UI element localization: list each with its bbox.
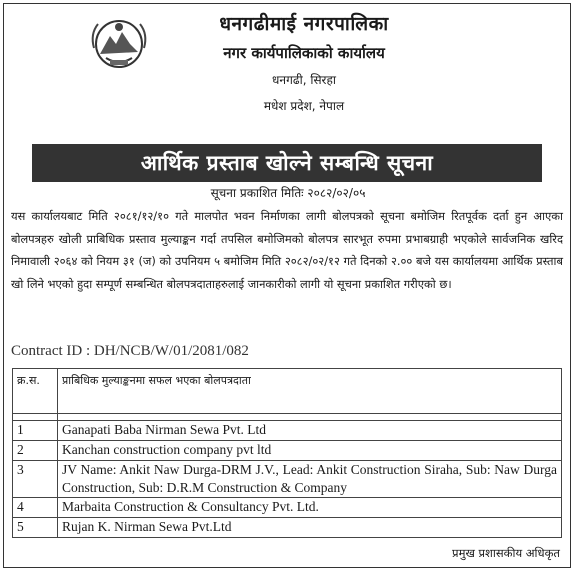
- bidders-table: [12, 368, 562, 538]
- table-row: [13, 461, 562, 498]
- office-province: मधेश प्रदेश, नेपाल: [263, 99, 345, 113]
- row-bidder-name: Ganapati Baba Nirman Sewa Pvt. Ltd: [58, 421, 562, 441]
- contract-id: Contract ID : DH/NCB/W/01/2081/082: [11, 343, 249, 359]
- row-serial: 4: [13, 498, 58, 518]
- table-row: [13, 421, 562, 441]
- row-serial: 1: [13, 421, 58, 441]
- row-bidder-name: Marbaita Construction & Consultancy Pvt. Ltd.: [58, 498, 562, 518]
- table-row: [13, 441, 562, 461]
- notice-body: यस कार्यालयबाट मिति २०८१/१२/१० गते मालपोत भवन निर्माणका लागी बोलपत्रको सूचना बमोजिम रितपूर्वक दर्ता हुन आएका बोलपत्रहरु खोली प्राबिधिक प्रस्ताव मुल्याङ्कन गर्दा तपसिल बमोजिमको बोलपत्र सारभूत रुपमा प्रभाबग्राही भएकोले सार्वजनिक खरिद निमावाली २०६४ को नियम ३१ (ज) को उपनियम ५ बमोजिम मिति २०८२/०२/१२ गते दिनको २.०० बजे यस कार्यालयमा आर्थिक प्रस्ताब खो लिने भएको हुदा सम्पूर्ण सम्बन्धित बोलपत्रदाताहरुलाई जानकारीको लागी यो सूचना प्रकाशित गरीएको छ।: [11, 209, 563, 291]
- row-bidder-name: JV Name: Ankit Naw Durga-DRM J.V., Lead: Ankit Construction Siraha, Sub: Naw Durga Construction, Sub: D.R.M Construction & Company: [58, 461, 562, 498]
- row-bidder-name: Rujan K. Nirman Sewa Pvt.Ltd: [58, 518, 562, 538]
- table-row: [13, 518, 562, 538]
- row-serial: 2: [13, 441, 58, 461]
- table-spacer-row: [13, 414, 562, 421]
- column-header-serial: क्र.स.: [13, 369, 58, 414]
- nepal-government-emblem-icon: [88, 14, 150, 70]
- column-header-bidder: प्राबिधिक मुल्याङ्कनमा सफल भएका बोलपत्रदाता: [58, 369, 562, 414]
- office-subtitle: नगर कार्यपालिकाको कार्यालय: [223, 44, 385, 62]
- row-bidder-name: Kanchan construction company pvt ltd: [58, 441, 562, 461]
- notice-page: [3, 3, 571, 568]
- office-header: [154, 12, 454, 116]
- notice-title: आर्थिक प्रस्ताब खोल्ने सम्बन्धि सूचना: [32, 144, 542, 182]
- table-row: [13, 498, 562, 518]
- row-serial: 3: [13, 461, 58, 498]
- publication-date: सूचना प्रकाशित मितिः २०८२/०२/०५: [210, 186, 366, 200]
- signatory: प्रमुख प्रशासकीय अधिकृत: [452, 546, 560, 560]
- office-name: धनगढीमाई नगरपालिका: [219, 13, 389, 35]
- row-serial: 5: [13, 518, 58, 538]
- office-location: धनगढी, सिरहा: [272, 73, 336, 87]
